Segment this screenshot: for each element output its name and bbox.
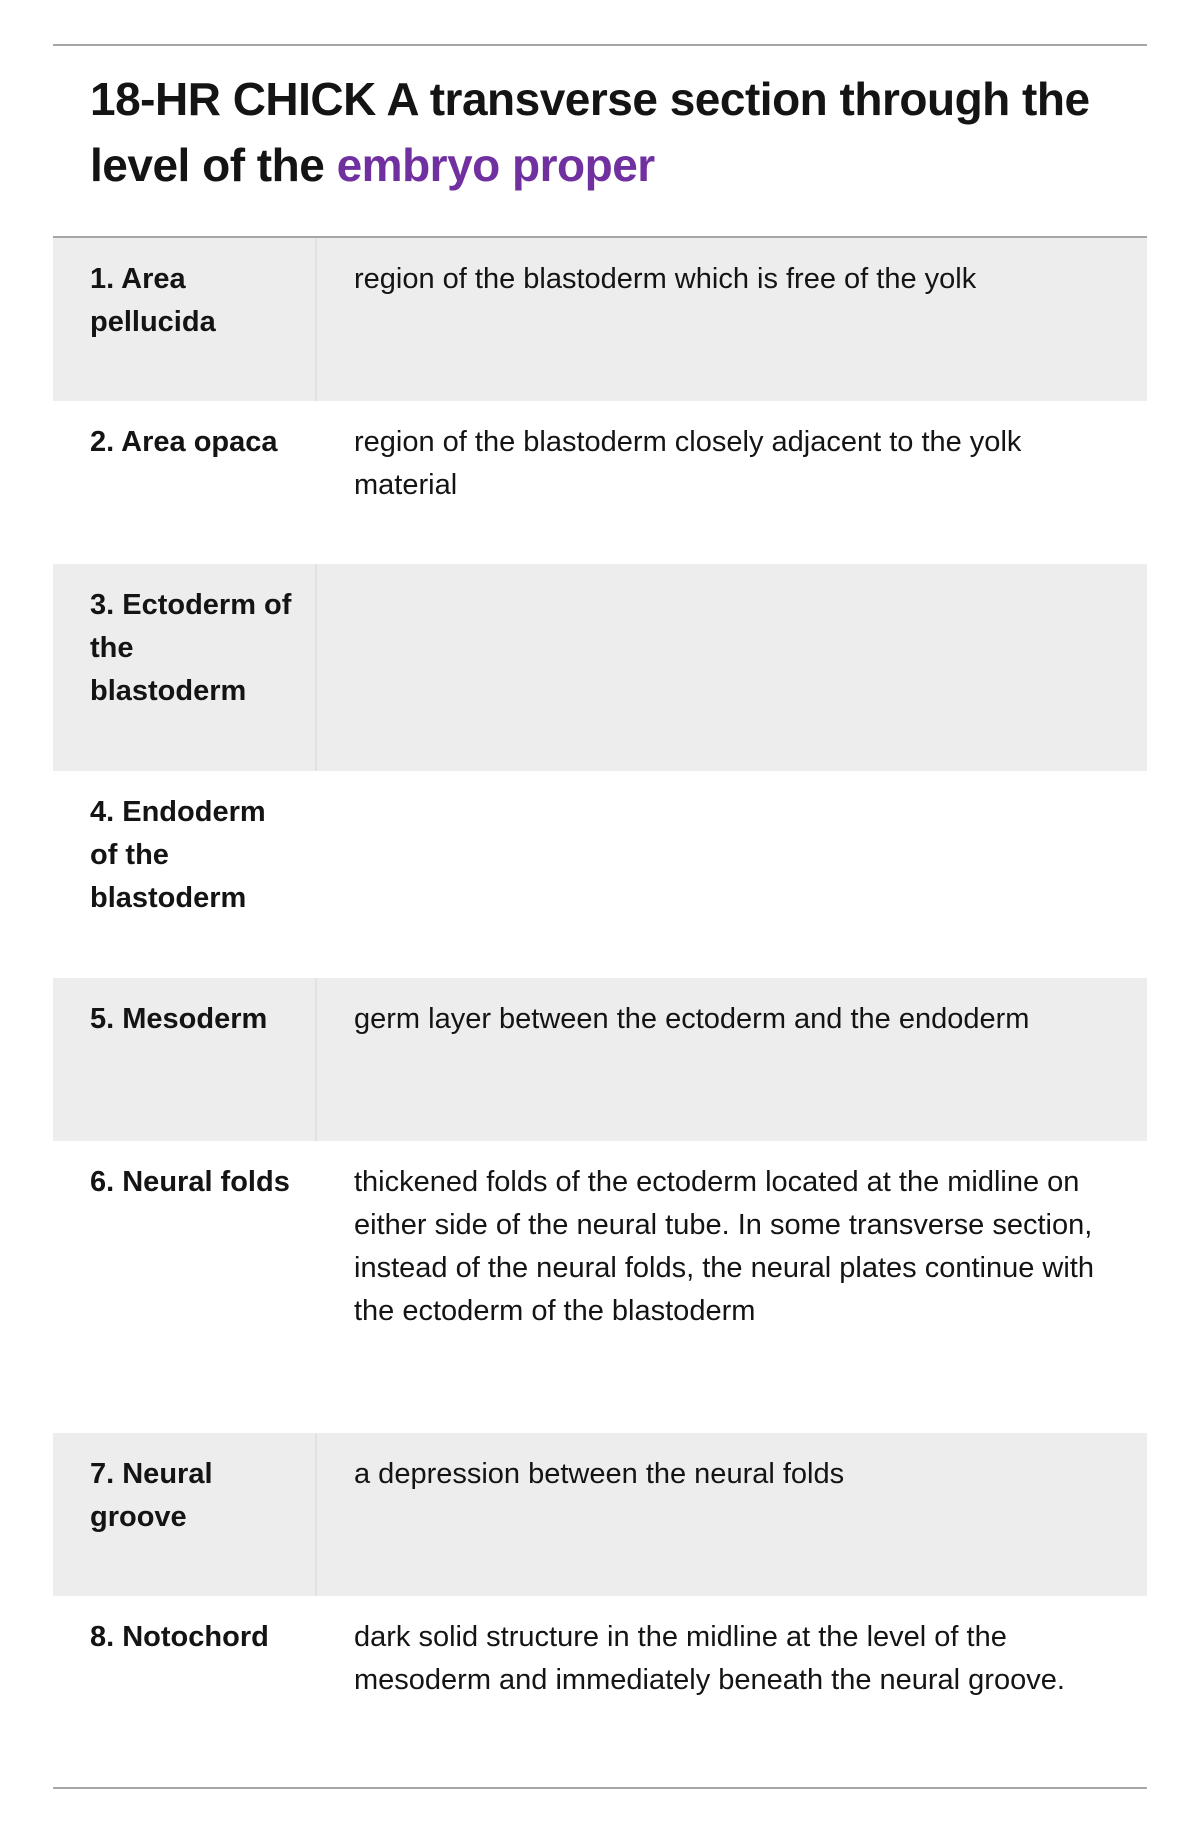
title-text: 18-HR CHICK A transverse section through the level of the	[90, 73, 1090, 191]
term-cell: 7. Neural groove	[53, 1433, 317, 1596]
term-cell: 5. Mesoderm	[53, 978, 317, 1141]
term-cell: 3. Ectoderm of the blastoderm	[53, 564, 317, 771]
table-row	[53, 978, 1147, 1141]
term-cell: 1. Area pellucida	[53, 238, 317, 401]
table-row	[53, 1596, 1147, 1788]
term-cell: 6. Neural folds	[90, 1166, 290, 1198]
table-row	[53, 564, 1147, 771]
definitions-table	[53, 236, 1147, 1788]
definition-cell	[317, 564, 1147, 771]
definition-cell: region of the blastoderm which is free of the yolk	[354, 263, 977, 295]
top-divider	[53, 44, 1147, 46]
page-title	[90, 66, 1130, 198]
table-row	[53, 1433, 1147, 1596]
table-row	[53, 401, 1147, 564]
title-accent-text: embryo proper	[336, 139, 655, 191]
term-cell: 8. Notochord	[90, 1621, 269, 1653]
definition-cell: germ layer between the ectoderm and the endoderm	[354, 1003, 1030, 1035]
table-row	[53, 238, 1147, 401]
definition-cell: region of the blastoderm closely adjacent to the yolk material	[354, 426, 1022, 501]
definition-cell: a depression between the neural folds	[354, 1458, 845, 1490]
table-row	[53, 771, 1147, 978]
bottom-divider	[53, 1787, 1147, 1789]
term-cell: 4. Endoderm of the blastoderm	[90, 796, 266, 914]
table-row	[53, 1141, 1147, 1433]
definition-cell: thickened folds of the ectoderm located at the midline on either side of the neural tube. In some transverse section, instead of the neural folds, the neural plates continue with the ectoderm of the blastoderm	[354, 1166, 1094, 1327]
definition-cell: dark solid structure in the midline at the level of the mesoderm and immediately beneath the neural groove.	[354, 1621, 1065, 1696]
definition-cell	[317, 771, 1147, 978]
term-cell: 2. Area opaca	[90, 426, 278, 458]
